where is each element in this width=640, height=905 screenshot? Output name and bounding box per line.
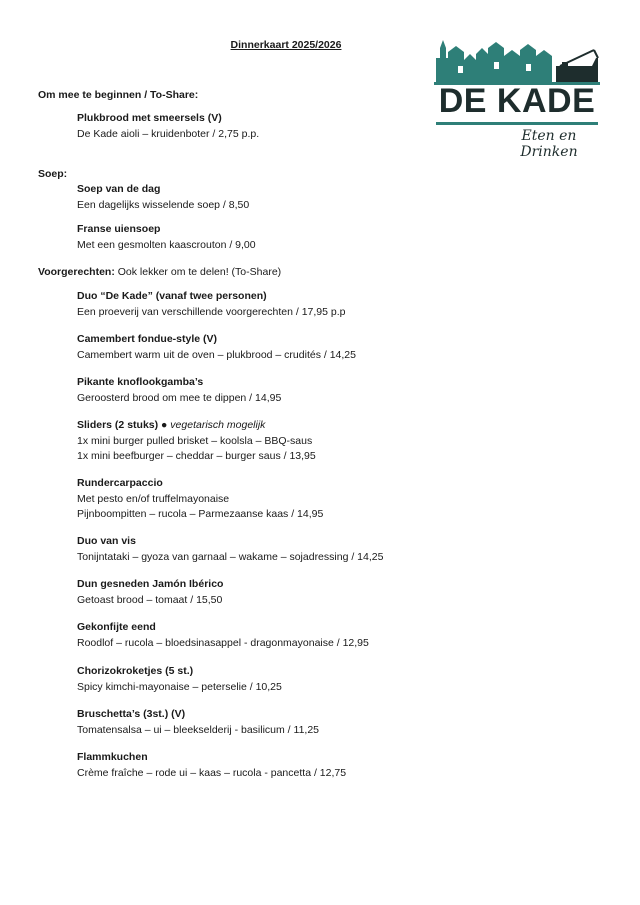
skyline-icon <box>434 36 604 86</box>
item-description: Roodlof – rucola – bloedsinasappel - dragonmayonaise / 12,95 <box>77 636 369 649</box>
soup-heading: Soep: <box>38 168 68 180</box>
item-name: Pikante knoflookgamba’s <box>77 376 204 388</box>
item-description: Pijnboompitten – rucola – Parmezaanse kaas / 14,95 <box>77 508 324 520</box>
starters-heading: Voorgerechten: <box>38 266 115 278</box>
item-description: Een proeverij van verschillende voorgerechten / 17,95 p.p <box>77 305 346 318</box>
menu-item <box>77 375 281 406</box>
item-description: Met pesto en/of truffelmayonaise <box>77 492 230 505</box>
menu-item <box>77 222 256 253</box>
item-name: Camembert fondue-style (V) <box>77 333 218 345</box>
item-description: Camembert warm uit de oven – plukbrood – crudités / 14,25 <box>77 348 356 361</box>
item-description: Geroosterd brood om mee te dippen / 14,95 <box>77 391 282 404</box>
item-name: Duo van vis <box>77 535 136 547</box>
menu-item <box>77 418 316 465</box>
logo-rule <box>436 122 598 125</box>
logo-wordmark: DE KADE <box>438 82 596 120</box>
menu-title: Dinnerkaart 2025/2026 <box>230 39 342 51</box>
item-name: Dun gesneden Jamón Ibérico <box>77 578 224 590</box>
item-description: Getoast brood – tomaat / 15,50 <box>77 593 223 606</box>
item-description: Tomatensalsa – ui – bleekselderij - basilicum / 11,25 <box>77 723 320 736</box>
item-description: De Kade aioli – kruidenboter / 2,75 p.p. <box>77 127 260 140</box>
menu-item <box>77 707 319 738</box>
section-heading-share <box>38 88 198 102</box>
item-name: Rundercarpaccio <box>77 477 163 489</box>
item-name: Duo “De Kade” (vanaf twee personen) <box>77 290 267 302</box>
de-kade-logo <box>434 36 604 160</box>
menu-item <box>77 620 369 651</box>
item-name: Soep van de dag <box>77 183 161 195</box>
share-heading: Om mee te beginnen / To-Share: <box>38 89 199 101</box>
menu-item <box>77 332 356 363</box>
section-heading-soup <box>38 167 67 181</box>
menu-item <box>77 182 249 213</box>
item-description: Crème fraîche – rode ui – kaas – rucola - pancetta / 12,75 <box>77 766 347 779</box>
item-name: Sliders (2 stuks) ● <box>77 419 168 431</box>
menu-item <box>77 111 259 142</box>
menu-item <box>77 476 323 523</box>
item-name: Gekonfijte eend <box>77 621 156 633</box>
item-description: Tonijntataki – gyoza van garnaal – wakame – sojadressing / 14,25 <box>77 550 384 563</box>
menu-item <box>77 289 346 320</box>
item-description: 1x mini burger pulled brisket – koolsla – BBQ-saus <box>77 434 313 447</box>
menu-item <box>77 577 223 608</box>
item-name: Franse uiensoep <box>77 223 161 235</box>
logo-tagline: Eten en Drinken <box>520 128 578 160</box>
item-name: Plukbrood met smeersels (V) <box>77 112 222 124</box>
item-description: Een dagelijks wisselende soep / 8,50 <box>77 198 250 211</box>
item-name: Flammkuchen <box>77 751 148 763</box>
item-name: Chorizokroketjes (5 st.) <box>77 665 194 677</box>
menu-item <box>77 534 383 565</box>
menu-item <box>77 664 282 695</box>
item-description: Met een gesmolten kaascrouton / 9,00 <box>77 238 256 251</box>
item-description: 1x mini beefburger – cheddar – burger saus / 13,95 <box>77 450 316 462</box>
section-heading-starters <box>38 265 281 279</box>
item-description: Spicy kimchi-mayonaise – peterselie / 10,25 <box>77 680 282 693</box>
starters-subheading: Ook lekker om te delen! (To-Share) <box>117 266 282 278</box>
item-note: vegetarisch mogelijk <box>170 419 266 431</box>
menu-item <box>77 750 346 781</box>
item-name: Bruschetta’s (3st.) (V) <box>77 708 186 720</box>
